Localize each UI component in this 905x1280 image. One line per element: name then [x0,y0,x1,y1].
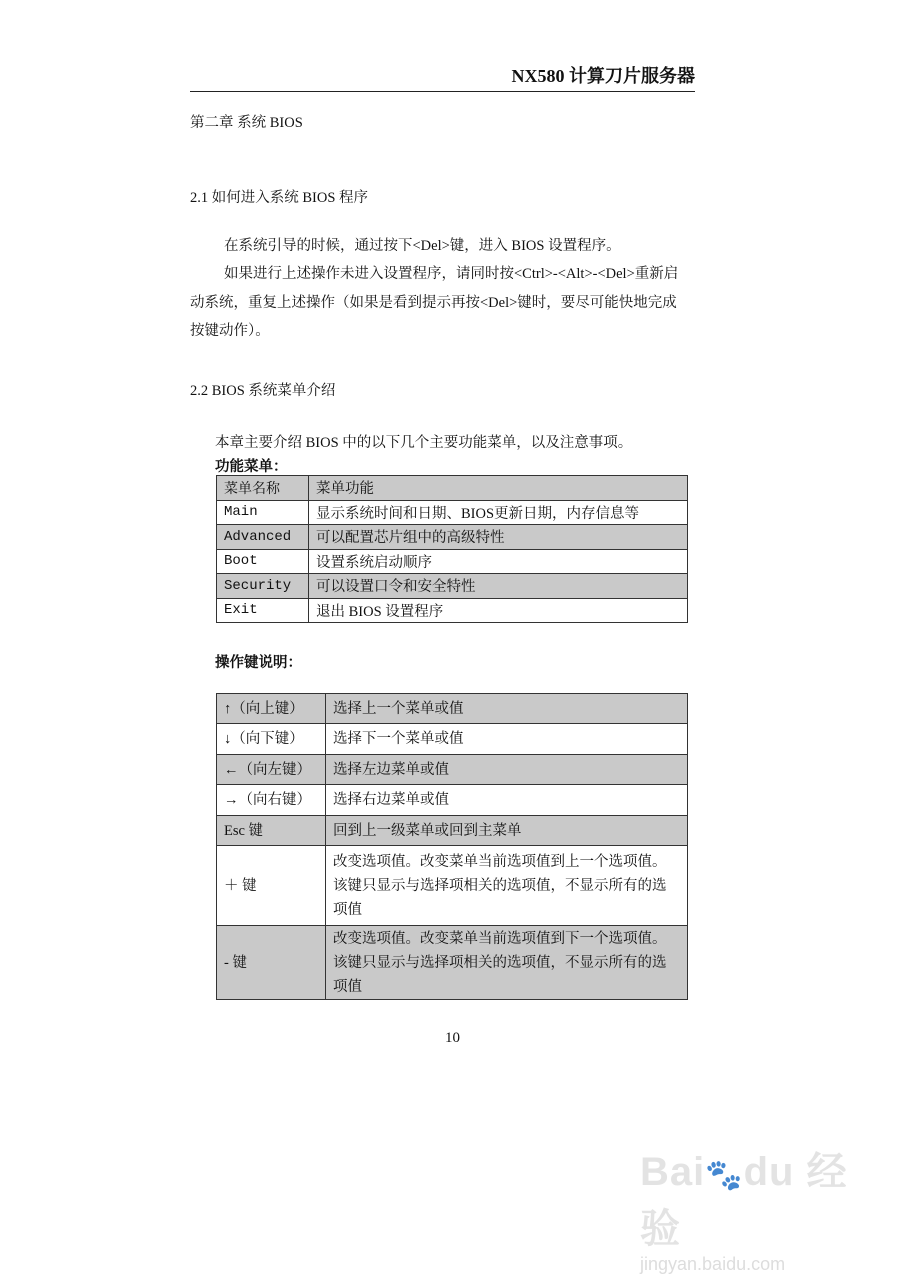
description-cell: 可以配置芯片组中的高级特性 [309,525,688,550]
description-cell: 显示系统时间和日期、BIOS更新日期，内存信息等 [309,500,688,525]
section-heading: 2.2 BIOS 系统菜单介绍 [190,383,336,399]
table-row [217,476,688,501]
table-row [217,926,688,1000]
key-cell: ←（向左键） [217,755,326,785]
page-number: 10 [445,1030,460,1046]
key-cell: Advanced [217,525,309,550]
watermark-url: jingyan.baidu.com [640,1254,786,1274]
baidu-watermark-logo: Bai🐾du 经验 jingyan.baidu.com [640,1140,880,1275]
paragraph: 在系统引导的时候，通过按下<Del>键，进入 BIOS 设置程序。 [224,238,621,254]
key-cell: Main [217,500,309,525]
table-row [217,694,688,724]
header-divider [190,91,695,92]
description-cell: 回到上一级菜单或回到主菜单 [326,816,688,846]
paragraph: 如果进行上述操作未进入设置程序，请同时按<Ctrl>-<Alt>-<Del>重新启动系统，重复上述操作（如果是看到提示再按<Del>键时，要尽可能快地完成按键动作）。 [190,266,679,339]
table-row [217,549,688,574]
menu-table-label: 功能菜单： [215,459,288,475]
key-cell: 菜单名称 [217,476,309,501]
key-cell: Boot [217,549,309,574]
menu-table [216,475,688,623]
description-cell: 选择右边菜单或值 [326,785,688,816]
description-cell: 改变选项值。改变菜单当前选项值到上一个选项值。该键只显示与选择项相关的选项值，不显示所有的选项值 [326,846,688,926]
paragraph: 本章主要介绍 BIOS 中的以下几个主要功能菜单，以及注意事项。 [215,435,633,451]
description-cell: 菜单功能 [309,476,688,501]
keys-table [216,693,688,1000]
running-header: NX580 计算刀片服务器 [511,66,695,86]
table-row [217,755,688,785]
key-cell: Security [217,574,309,599]
description-cell: 选择上一个菜单或值 [326,694,688,724]
table-row [217,785,688,816]
table-row [217,724,688,755]
key-cell: ↓（向下键） [217,724,326,755]
description-cell: 改变选项值。改变菜单当前选项值到下一个选项值。该键只显示与选择项相关的选项值，不显示所有的选项值 [326,926,688,1000]
section-heading: 2.1 如何进入系统 BIOS 程序 [190,190,369,206]
key-cell: ＋ 键 [217,846,326,926]
description-cell: 可以设置口令和安全特性 [309,574,688,599]
table-row [217,574,688,599]
description-cell: 选择左边菜单或值 [326,755,688,785]
key-cell: - 键 [217,926,326,1000]
chapter-title: 第二章 系统 BIOS [190,115,303,131]
keys-table-label: 操作键说明： [215,655,302,671]
description-cell: 退出 BIOS 设置程序 [309,598,688,623]
table-row [217,598,688,623]
key-cell: Esc 键 [217,816,326,846]
table-row [217,846,688,926]
table-row [217,816,688,846]
table-row [217,500,688,525]
key-cell: ↑（向上键） [217,694,326,724]
key-cell: Exit [217,598,309,623]
description-cell: 选择下一个菜单或值 [326,724,688,755]
key-cell: →（向右键） [217,785,326,816]
description-cell: 设置系统启动顺序 [309,549,688,574]
table-row [217,525,688,550]
